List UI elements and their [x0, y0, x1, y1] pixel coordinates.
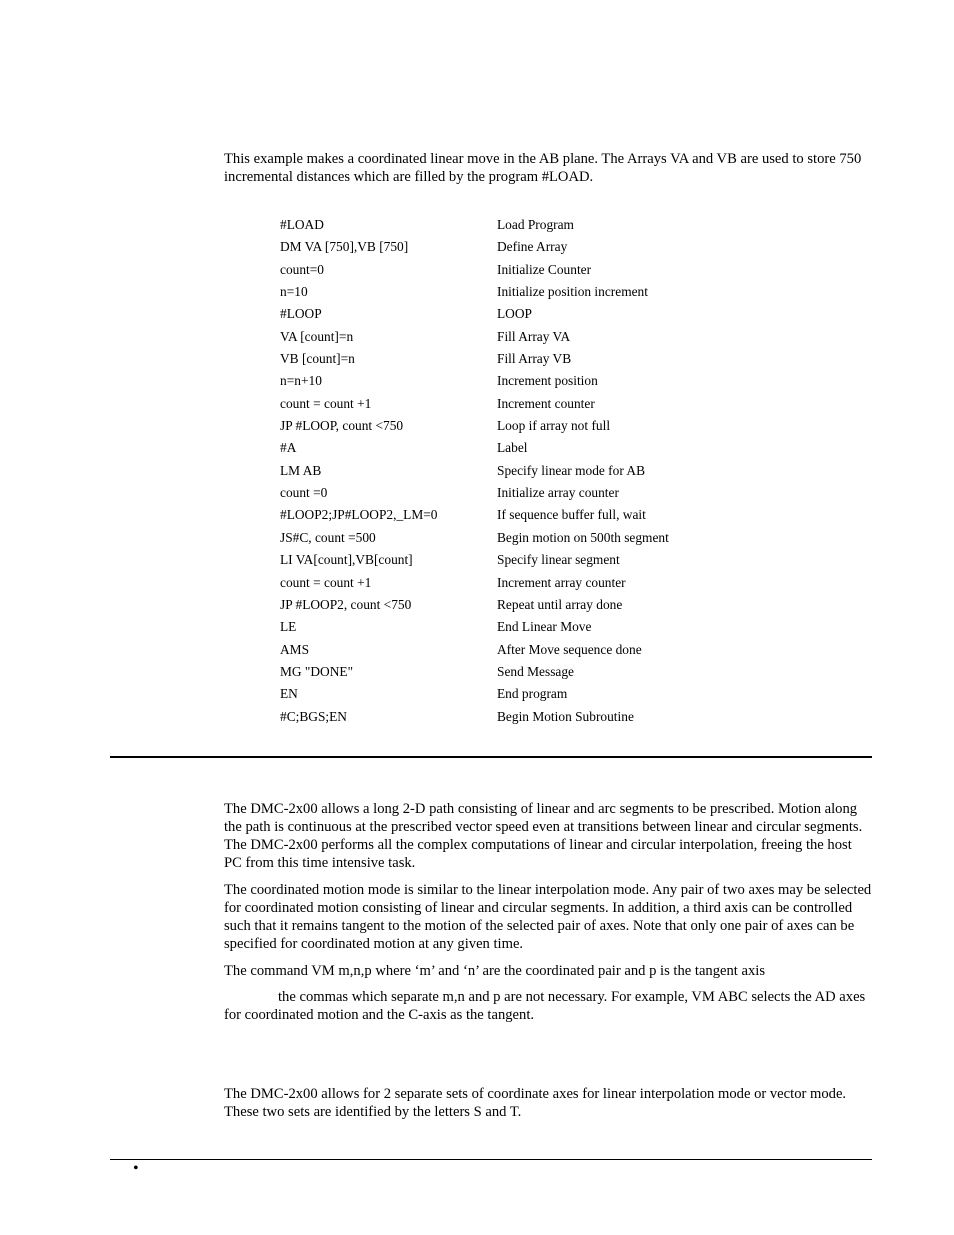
program-line: [280, 326, 800, 348]
program-command: JS#C, count =500: [280, 529, 376, 545]
program-line: [280, 303, 800, 325]
program-comment: Begin motion on 500th segment: [497, 529, 669, 545]
program-command: count = count +1: [280, 574, 372, 590]
coordinated-motion-paragraph-4: the commas which separate m,n and p are not necessary. For example, VM ABC selects the AD axes for coordinated motion and the C-axis as the tangent.: [224, 989, 866, 1023]
program-comment: Increment counter: [497, 395, 595, 411]
program-line: [280, 259, 800, 281]
program-line: [280, 393, 800, 415]
program-line: [280, 683, 800, 705]
program-command: EN: [280, 686, 298, 702]
program-comment: Initialize position increment: [497, 284, 648, 300]
program-comment: Increment array counter: [497, 574, 626, 590]
program-command: #LOOP2;JP#LOOP2,_LM=0: [280, 507, 438, 523]
program-command: #A: [280, 440, 297, 456]
program-listing: [280, 214, 800, 728]
program-line: [280, 594, 800, 616]
program-command: count=0: [280, 261, 324, 277]
program-line: [280, 549, 800, 571]
program-line: [280, 504, 800, 526]
program-comment: Repeat until array done: [497, 596, 623, 612]
program-line: [280, 639, 800, 661]
program-command: DM VA [750],VB [750]: [280, 239, 409, 255]
program-line: [280, 281, 800, 303]
program-comment: Increment position: [497, 373, 598, 389]
program-command: count = count +1: [280, 395, 372, 411]
program-comment: Begin Motion Subroutine: [497, 708, 634, 724]
program-comment: Initialize array counter: [497, 485, 619, 501]
program-command: LM AB: [280, 462, 322, 478]
program-command: #LOOP: [280, 306, 322, 322]
program-comment: Send Message: [497, 663, 574, 679]
coordinated-motion-paragraph-2: The coordinated motion mode is similar to the linear interpolation mode. Any pair of two axes may be selected for coordinated motion consisting of linear and circular segments. In addition, a third axis can be controlled such that it remains tangent to the motion of the selected pair of axes. Note that only one pair of axes can be specified for coordinated motion at any given time.: [224, 882, 872, 952]
program-command: AMS: [280, 641, 310, 657]
coordinate-sets-paragraph: The DMC-2x00 allows for 2 separate sets of coordinate axes for linear interpolation mode or vector mode. These two sets are identified by the letters S and T.: [224, 1086, 847, 1120]
program-comment: End Linear Move: [497, 619, 592, 635]
program-line: [280, 415, 800, 437]
program-command: n=n+10: [280, 373, 322, 389]
program-comment: Initialize Counter: [497, 261, 592, 277]
program-line: [280, 460, 800, 482]
program-comment: After Move sequence done: [497, 641, 642, 657]
program-comment: Fill Array VA: [497, 328, 571, 344]
coordinated-motion-paragraph-3: The command VM m,n,p where ‘m’ and ‘n’ are the coordinated pair and p is the tangent axis: [224, 963, 766, 979]
program-command: count =0: [280, 485, 328, 501]
section-divider: [110, 756, 872, 758]
program-command: VA [count]=n: [280, 328, 354, 344]
program-line: [280, 482, 800, 504]
program-line: [280, 527, 800, 549]
program-command: JP #LOOP, count <750: [280, 418, 404, 434]
program-command: LI VA[count],VB[count]: [280, 552, 413, 568]
program-line: [280, 214, 800, 236]
program-command: n=10: [280, 284, 308, 300]
intro-paragraph: This example makes a coordinated linear move in the AB plane. The Arrays VA and VB are used to store 750 incremental distances which are filled by the program #LOAD.: [224, 151, 862, 185]
program-comment: Load Program: [497, 217, 574, 232]
program-line: [280, 236, 800, 258]
program-command: #C;BGS;EN: [280, 708, 347, 724]
program-comment: Fill Array VB: [497, 351, 572, 367]
program-command: JP #LOOP2, count <750: [280, 596, 412, 612]
program-comment: Define Array: [497, 239, 568, 255]
program-comment: Label: [497, 440, 528, 456]
coordinated-motion-paragraph-1: The DMC-2x00 allows a long 2-D path consisting of linear and arc segments to be prescribed. Motion along the path is continuous at the prescribed vector speed even at transitions between linear and circular segments. The DMC-2x00 performs all the complex computations of linear and circular interpolation, freeing the host PC from this time intensive task.: [224, 801, 863, 871]
program-line: [280, 370, 800, 392]
program-comment: Specify linear segment: [497, 552, 620, 568]
program-comment: Specify linear mode for AB: [497, 462, 646, 478]
footer-divider: [110, 1159, 872, 1160]
program-comment: End program: [497, 686, 568, 702]
program-command: #LOAD: [280, 217, 324, 232]
program-command: LE: [280, 619, 297, 635]
program-command: VB [count]=n: [280, 351, 355, 367]
program-line: [280, 616, 800, 638]
program-command: MG "DONE": [280, 663, 354, 679]
program-comment: Loop if array not full: [497, 418, 611, 434]
program-line: [280, 437, 800, 459]
footer-bullet: •: [133, 1160, 139, 1177]
program-line: [280, 661, 800, 683]
program-line: [280, 348, 800, 370]
program-comment: If sequence buffer full, wait: [497, 507, 646, 523]
program-line: [280, 706, 800, 728]
program-comment: LOOP: [497, 306, 532, 322]
program-line: [280, 572, 800, 594]
